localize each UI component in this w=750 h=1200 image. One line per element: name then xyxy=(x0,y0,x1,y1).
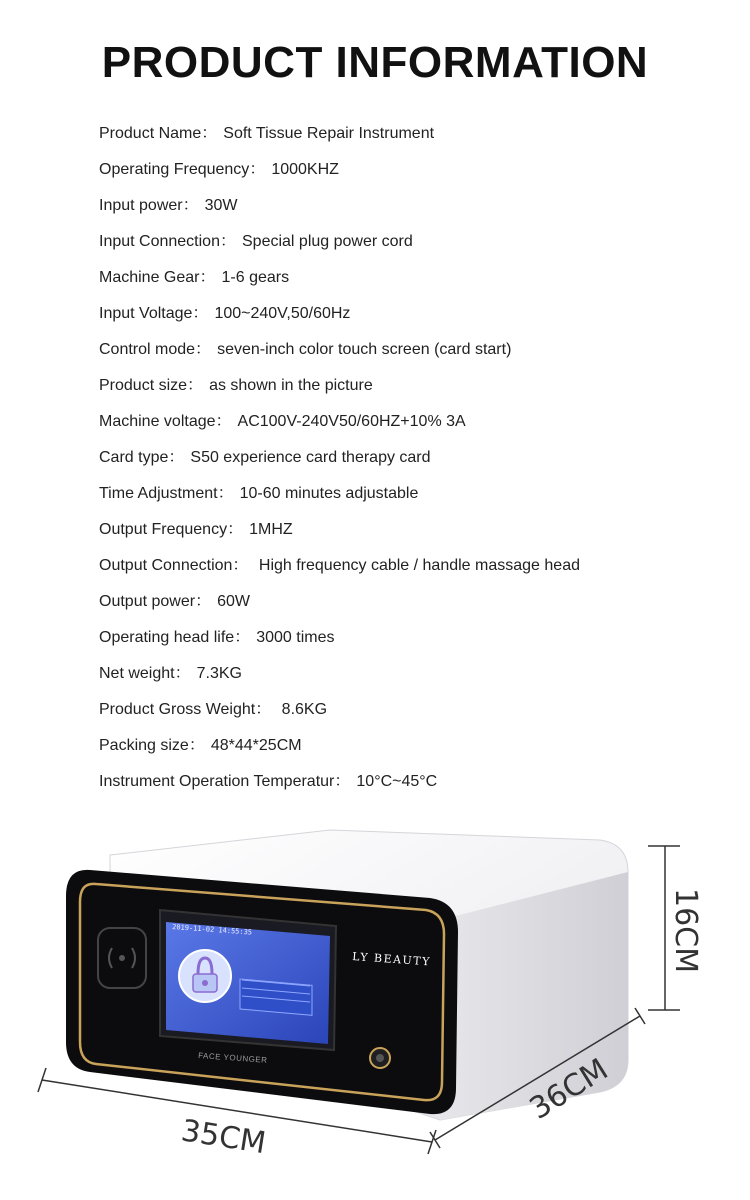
spec-row xyxy=(99,122,580,158)
spec-row xyxy=(99,338,580,374)
spec-separator: ： xyxy=(255,701,272,718)
spec-separator: ： xyxy=(232,557,249,574)
spec-value: 100~240V,50/60Hz xyxy=(214,305,351,322)
spec-separator: ： xyxy=(199,269,216,286)
spec-value: 30W xyxy=(204,197,238,214)
spec-value: 1MHZ xyxy=(249,521,293,538)
spec-row xyxy=(99,626,580,662)
depth-label: 36CM xyxy=(523,1052,615,1127)
spec-label: Instrument Operation Temperatur xyxy=(99,773,335,790)
spec-value: High frequency cable / handle massage head xyxy=(254,557,580,574)
page-title: PRODUCT INFORMATION xyxy=(101,38,649,87)
spec-separator: ： xyxy=(227,521,244,538)
spec-separator: ： xyxy=(215,413,232,430)
height-label: 16CM xyxy=(668,888,703,974)
spec-row xyxy=(99,158,580,194)
spec-label: Product size xyxy=(99,377,188,394)
spec-label: Product Gross Weight xyxy=(99,701,256,718)
spec-row xyxy=(99,770,580,806)
spec-label: Output Connection xyxy=(99,557,233,574)
spec-row xyxy=(99,482,580,518)
spec-value: 48*44*25CM xyxy=(210,737,302,754)
spec-value: 10°C~45°C xyxy=(356,773,438,790)
spec-value: 10-60 minutes adjustable xyxy=(239,485,419,502)
spec-label: Packing size xyxy=(99,737,189,754)
spec-row xyxy=(99,410,580,446)
spec-row xyxy=(99,374,580,410)
spec-separator: ： xyxy=(334,773,351,790)
spec-row xyxy=(99,590,580,626)
spec-label: Time Adjustment xyxy=(99,485,218,502)
spec-value: 1000KHZ xyxy=(271,161,339,178)
screen-timestamp: 2019-11-02 14:55:35 xyxy=(171,923,253,937)
touch-screen xyxy=(160,910,336,1050)
spec-separator: ： xyxy=(219,233,236,250)
spec-row xyxy=(99,446,580,482)
model-label: FACE YOUNGER xyxy=(197,1051,268,1065)
spec-label: Output power xyxy=(99,593,196,610)
spec-label: Input power xyxy=(99,197,183,214)
spec-row xyxy=(99,266,580,302)
spec-label: Operating Frequency xyxy=(99,161,250,178)
spec-row xyxy=(99,662,580,698)
spec-label: Machine voltage xyxy=(99,413,216,430)
spec-label: Net weight xyxy=(99,665,175,682)
spec-separator: ： xyxy=(168,449,185,466)
spec-label: Operating head life xyxy=(99,629,235,646)
spec-row xyxy=(99,698,580,734)
spec-row xyxy=(99,302,580,338)
spec-separator: ： xyxy=(187,377,204,394)
output-connector xyxy=(370,1048,390,1068)
spec-label: Output Frequency xyxy=(99,521,228,538)
spec-row xyxy=(99,194,580,230)
product-illustration xyxy=(0,810,750,1200)
spec-value: AC100V-240V50/60HZ+10% 3A xyxy=(237,413,466,430)
spec-value: 7.3KG xyxy=(196,665,242,682)
spec-label: Card type xyxy=(99,449,169,466)
spec-label: Machine Gear xyxy=(99,269,200,286)
spec-label: Product Name xyxy=(99,125,202,142)
spec-value: S50 experience card therapy card xyxy=(190,449,431,466)
spec-label: Input Voltage xyxy=(99,305,193,322)
spec-value: 8.6KG xyxy=(277,701,328,718)
spec-value: Special plug power cord xyxy=(242,233,413,250)
spec-separator: ： xyxy=(249,161,266,178)
spec-separator: ： xyxy=(234,629,251,646)
spec-value: 1-6 gears xyxy=(221,269,290,286)
spec-row xyxy=(99,554,580,590)
spec-label: Input Connection xyxy=(99,233,220,250)
brand-logo: LY BEAUTY xyxy=(351,950,432,969)
spec-separator: ： xyxy=(217,485,234,502)
spec-separator: ： xyxy=(195,341,212,358)
spec-value: as shown in the picture xyxy=(209,377,373,394)
spec-separator: ： xyxy=(201,125,218,142)
spec-list xyxy=(99,122,580,806)
spec-row xyxy=(99,518,580,554)
spec-separator: ： xyxy=(192,305,209,322)
spec-separator: ： xyxy=(188,737,205,754)
spec-row xyxy=(99,230,580,266)
spec-row xyxy=(99,734,580,770)
spec-value: seven-inch color touch screen (card start) xyxy=(217,341,512,358)
spec-label: Control mode xyxy=(99,341,196,358)
spec-value: Soft Tissue Repair Instrument xyxy=(223,125,435,142)
spec-separator: ： xyxy=(195,593,212,610)
spec-value: 60W xyxy=(217,593,250,610)
spec-separator: ： xyxy=(174,665,191,682)
spec-separator: ： xyxy=(182,197,199,214)
spec-value: 3000 times xyxy=(256,629,335,646)
width-label: 35CM xyxy=(178,1113,269,1162)
